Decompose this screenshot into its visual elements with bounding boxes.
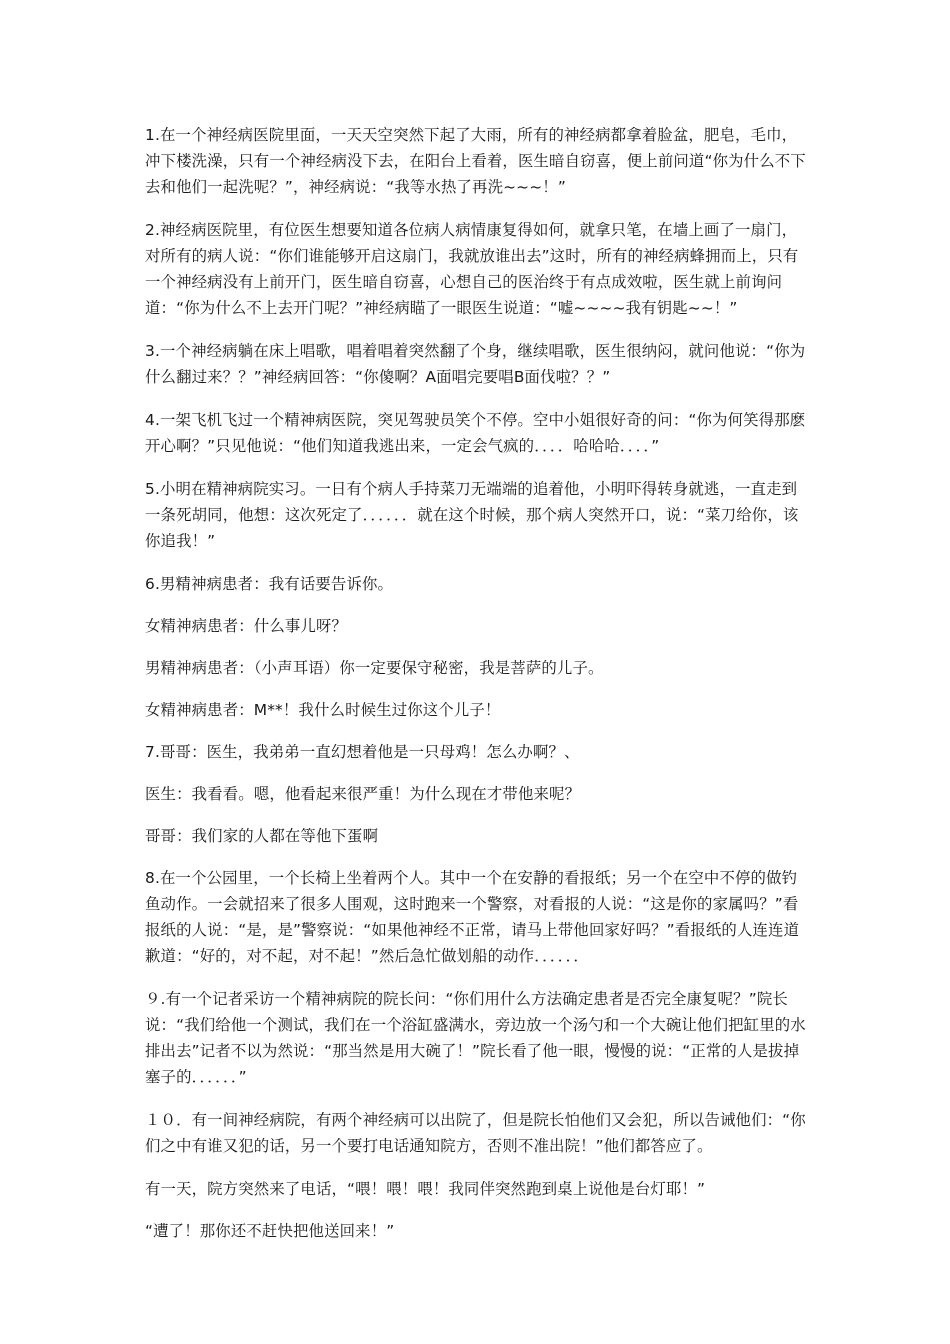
- joke-10-line-1: １０．有一间神经病院，有两个神经病可以出院了，但是院长怕他们又会犯，所以告诫他们：“你们之中有谁又犯的话，另一个要打电话通知院方，否则不准出院！”他们都答应了。: [145, 1111, 806, 1155]
- joke-6-line-1: 6.男精神病患者：我有话要告诉你。: [145, 575, 394, 593]
- joke-6-line-3: 男精神病患者：（小声耳语）你一定要保守秘密，我是菩萨的儿子。: [145, 659, 604, 677]
- joke-7-line-1: 7.哥哥：医生，我弟弟一直幻想着他是一只母鸡！怎么办啊？、: [145, 743, 580, 761]
- joke-2: 2.神经病医院里，有位医生想要知道各位病人病情康复得如何，就拿只笔，在墙上画了一扇门，对所有的病人说：“你们谁能够开启这扇门，我就放谁出去”这时，所有的神经病蜂拥而上，只有一个神经病没有上前开门，医生暗自窃喜，心想自己的医治终于有点成效啦，医生就上前询问道：“你为什么不上去开门呢？”神经病瞄了一眼医生说道：“嘘~~~~我有钥匙~~！”: [145, 221, 799, 317]
- joke-1: 1.在一个神经病医院里面，一天天空突然下起了大雨，所有的神经病都拿着脸盆，肥皂，毛巾，冲下楼洗澡，只有一个神经病没下去，在阳台上看着，医生暗自窃喜，便上前问道“你为什么不下去和他们一起洗呢？”，神经病说：“我等水热了再洗~~~！”: [145, 126, 806, 196]
- joke-7-line-2: 医生：我看看。嗯，他看起来很严重！为什么现在才带他来呢？: [145, 785, 581, 803]
- joke-10-line-3: “遭了！那你还不赶快把他送回来！”: [145, 1222, 395, 1240]
- joke-10-line-2: 有一天，院方突然来了电话，“喂！喂！喂！我同伴突然跑到桌上说他是台灯耶！”: [145, 1180, 706, 1198]
- joke-6-line-2: 女精神病患者：什么事儿呀？: [145, 617, 348, 635]
- joke-3: 3.一个神经病躺在床上唱歌，唱着唱着突然翻了个身，继续唱歌，医生很纳闷，就问他说：“你为什么翻过来？？”神经病回答：“你傻啊？A面唱完要唱B面伐啦？？”: [145, 342, 806, 386]
- joke-4: 4.一架飞机飞过一个精神病医院，突见驾驶员笑个不停。空中小姐很好奇的问：“你为何笑得那麽开心啊？”只见他说：“他们知道我逃出来，一定会气疯的．．．．哈哈哈．．．．”: [145, 411, 806, 455]
- joke-8: 8.在一个公园里，一个长椅上坐着两个人。其中一个在安静的看报纸；另一个在空中不停的做钓鱼动作。一会就招来了很多人围观，这时跑来一个警察，对看报的人说：“这是你的家属吗？”看报纸的人说：“是，是”警察说：“如果他神经不正常，请马上带他回家好吗？”看报纸的人连连道歉道：“好的，对不起，对不起！”然后急忙做划船的动作．．．．．．: [145, 869, 800, 965]
- document-body: [145, 122, 810, 1260]
- joke-6-line-4: 女精神病患者：M**！我什么时候生过你这个儿子！: [145, 701, 501, 719]
- joke-7-line-3: 哥哥：我们家的人都在等他下蛋啊: [145, 827, 379, 845]
- joke-9: ９.有一个记者采访一个精神病院的院长问：“你们用什么方法确定患者是否完全康复呢？”院长说：“我们给他一个测试，我们在一个浴缸盛满水，旁边放一个汤勺和一个大碗让他们把缸里的水排出去”记者不以为然说：“那当然是用大碗了！”院长看了他一眼，慢慢的说：“正常的人是拔掉塞子的．．．．．．”: [145, 990, 806, 1086]
- joke-5: 5.小明在精神病院实习。一日有个病人手持菜刀无端端的追着他，小明吓得转身就逃，一直走到一条死胡同，他想：这次死定了．．．．．．就在这个时候，那个病人突然开口，说：“菜刀给你，该你追我！”: [145, 480, 799, 550]
